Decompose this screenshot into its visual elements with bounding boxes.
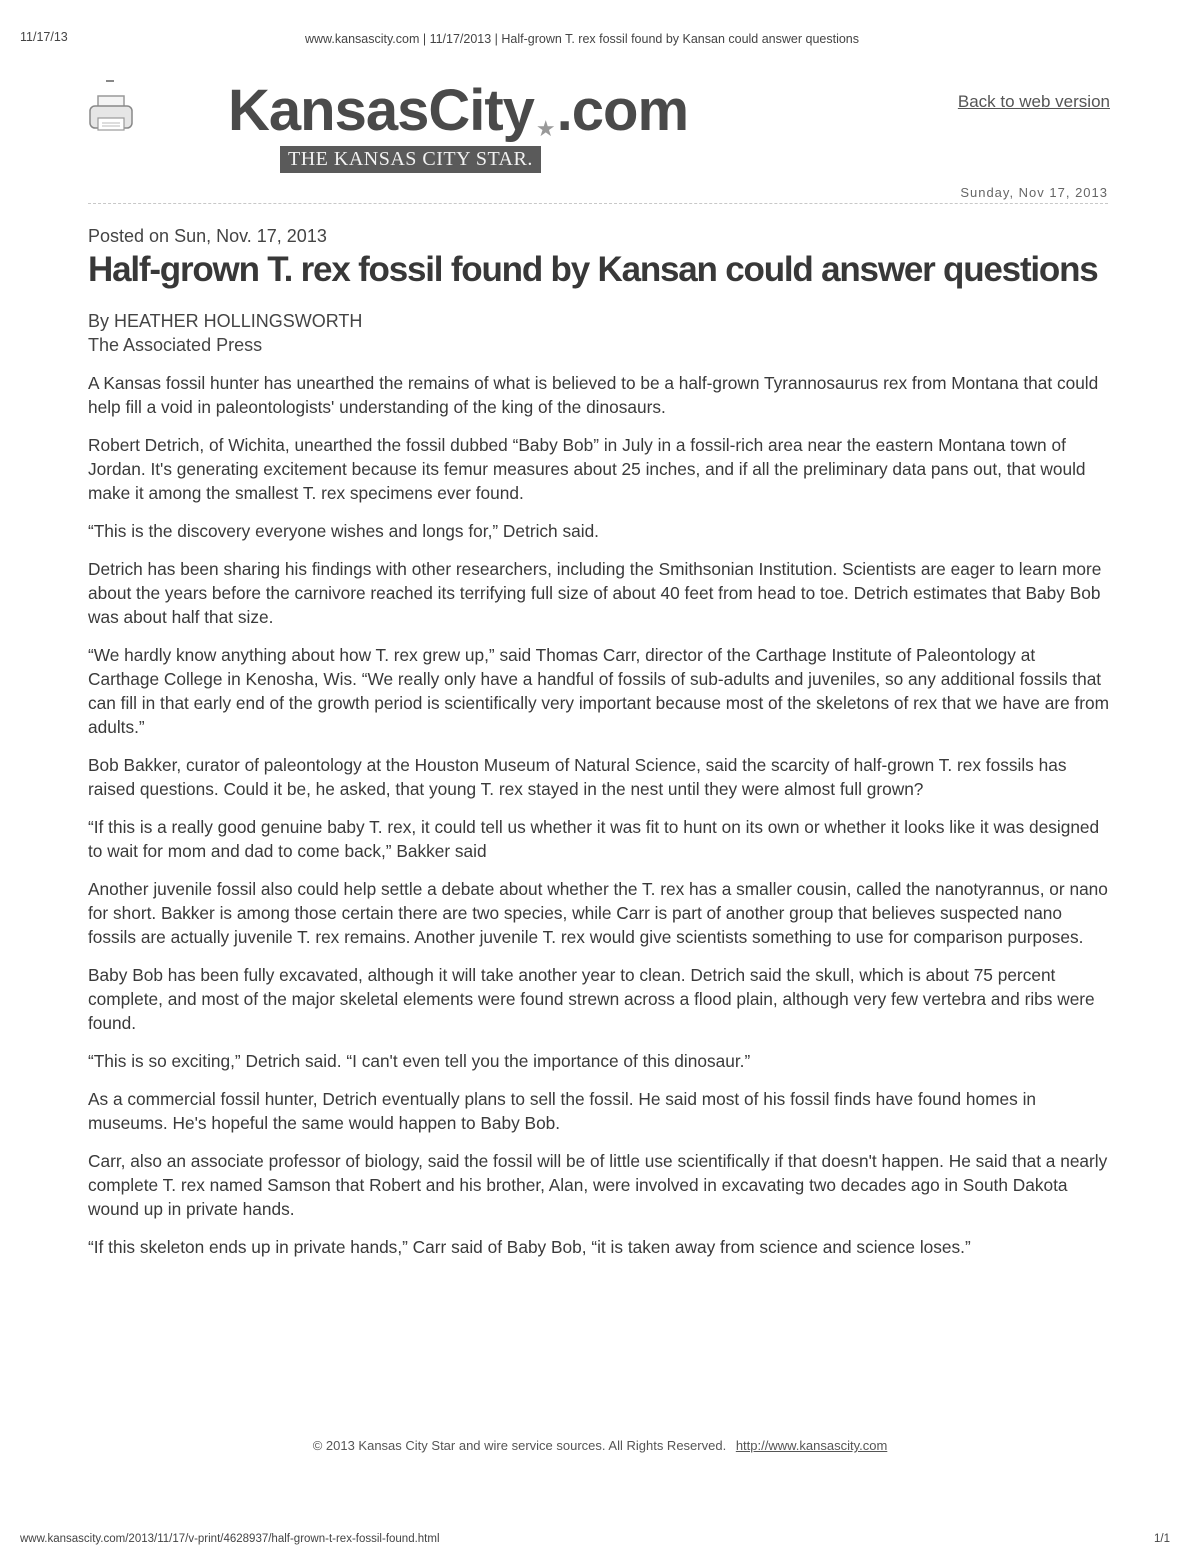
article-paragraph: Another juvenile fossil also could help settle a debate about whether the T. rex has a smaller cousin, called the nanotyrannus, or nano for short. Bakker is among those certain there are two species, while Carr is part of another group that believes suspected nano fossils are actually juvenile T. rex remains. Another juvenile T. rex would give scientists something to use for comparison purposes. (88, 879, 1108, 947)
print-header-title: www.kansascity.com | 11/17/2013 | Half-grown T. rex fossil found by Kansan could answer questions (305, 32, 859, 46)
masthead-banner: THE KANSAS CITY STAR. (280, 146, 541, 173)
byline-org: The Associated Press (88, 335, 263, 355)
article-paragraph: “This is the discovery everyone wishes and longs for,” Detrich said. (88, 521, 599, 541)
byline (88, 309, 1110, 357)
article-paragraph: “If this skeleton ends up in private hands,” Carr said of Baby Bob, “it is taken away from science and science loses.” (88, 1237, 971, 1257)
site-logo[interactable] (228, 78, 689, 170)
article-paragraph: “This is so exciting,” Detrich said. “I can't even tell you the importance of this dinosaur.” (88, 1051, 751, 1071)
article-paragraph: “We hardly know anything about how T. rex grew up,” said Thomas Carr, director of the Carthage Institute of Paleontology at Carthage College in Kenosha, Wis. “We really only have a handful of fossils of sub-adults and juveniles, so any additional fossils that can fill in that early end of the growth period is scientifically very important because most of the skeletons of rex that we have are from adults.” (88, 645, 1110, 737)
copyright (0, 1438, 1200, 1453)
article-paragraph: A Kansas fossil hunter has unearthed the remains of what is believed to be a half-grown Tyrannosaurus rex from Montana that could help fill a void in paleontologists' understanding of the king of the dinosaurs. (88, 373, 1099, 417)
printer-icon[interactable] (88, 78, 134, 134)
copyright-text: © 2013 Kansas City Star and wire service sources. All Rights Reserved. (312, 1438, 727, 1453)
article-paragraph: Baby Bob has been fully excavated, although it will take another year to clean. Detrich said the skull, which is about 75 percent complete, and most of the major skeletal elements were found strewn across a flood plain, although very few vertebra and ribs were found. (88, 965, 1095, 1033)
headline: Half-grown T. rex fossil found by Kansan could answer questions (88, 250, 1098, 289)
posted-date: Posted on Sun, Nov. 17, 2013 (88, 226, 327, 246)
byline-author: By HEATHER HOLLINGSWORTH (88, 311, 363, 331)
article (88, 226, 1110, 1273)
article-paragraph: “If this is a really good genuine baby T. rex, it could tell us whether it was fit to hunt on its own or whether it looks like it was designed to wait for mom and dad to come back,” Bakker said (88, 817, 1100, 861)
print-footer-page: 1/1 (1154, 1533, 1170, 1545)
copyright-link[interactable]: http://www.kansascity.com (735, 1438, 888, 1453)
article-paragraph: Bob Bakker, curator of paleontology at the Houston Museum of Natural Science, said the scarcity of half-grown T. rex fossils has raised questions. Could it be, he asked, that young T. rex stayed in the nest until they were almost full grown? (88, 755, 1067, 799)
logo-left: KansasCity (228, 78, 534, 143)
article-paragraph: Carr, also an associate professor of biology, said the fossil will be of little use scientifically if that doesn't happen. He said that a nearly complete T. rex named Samson that Robert and his brother, Alan, were involved in excavating two decades ago in South Dakota wound up in private hands. (88, 1151, 1108, 1219)
logo-right: .com (556, 78, 689, 143)
logo-star-icon: ★ (535, 116, 555, 141)
print-date: Sunday, Nov 17, 2013 (960, 185, 1108, 200)
divider (88, 203, 1108, 204)
print-footer-url: www.kansascity.com/2013/11/17/v-print/4628937/half-grown-t-rex-fossil-found.html (20, 1533, 440, 1545)
article-paragraph: Detrich has been sharing his findings with other researchers, including the Smithsonian Institution. Scientists are eager to learn more about the years before the carnivore reached its terrifying full size of about 40 feet from head to toe. Detrich estimates that Baby Bob was about half that size. (88, 559, 1102, 627)
article-paragraph: Robert Detrich, of Wichita, unearthed the fossil dubbed “Baby Bob” in July in a fossil-rich area near the eastern Montana town of Jordan. It's generating excitement because its femur measures about 25 inches, and if all the preliminary data pans out, that would make it among the smallest T. rex specimens ever found. (88, 435, 1086, 503)
article-paragraph: As a commercial fossil hunter, Detrich eventually plans to sell the fossil. He said most of his fossil finds have found homes in museums. He's hopeful the same would happen to Baby Bob. (88, 1089, 1037, 1133)
back-to-web-version-link[interactable]: Back to web version (957, 92, 1110, 111)
print-header-date: 11/17/13 (20, 30, 68, 44)
print-footer (20, 1533, 1170, 1545)
